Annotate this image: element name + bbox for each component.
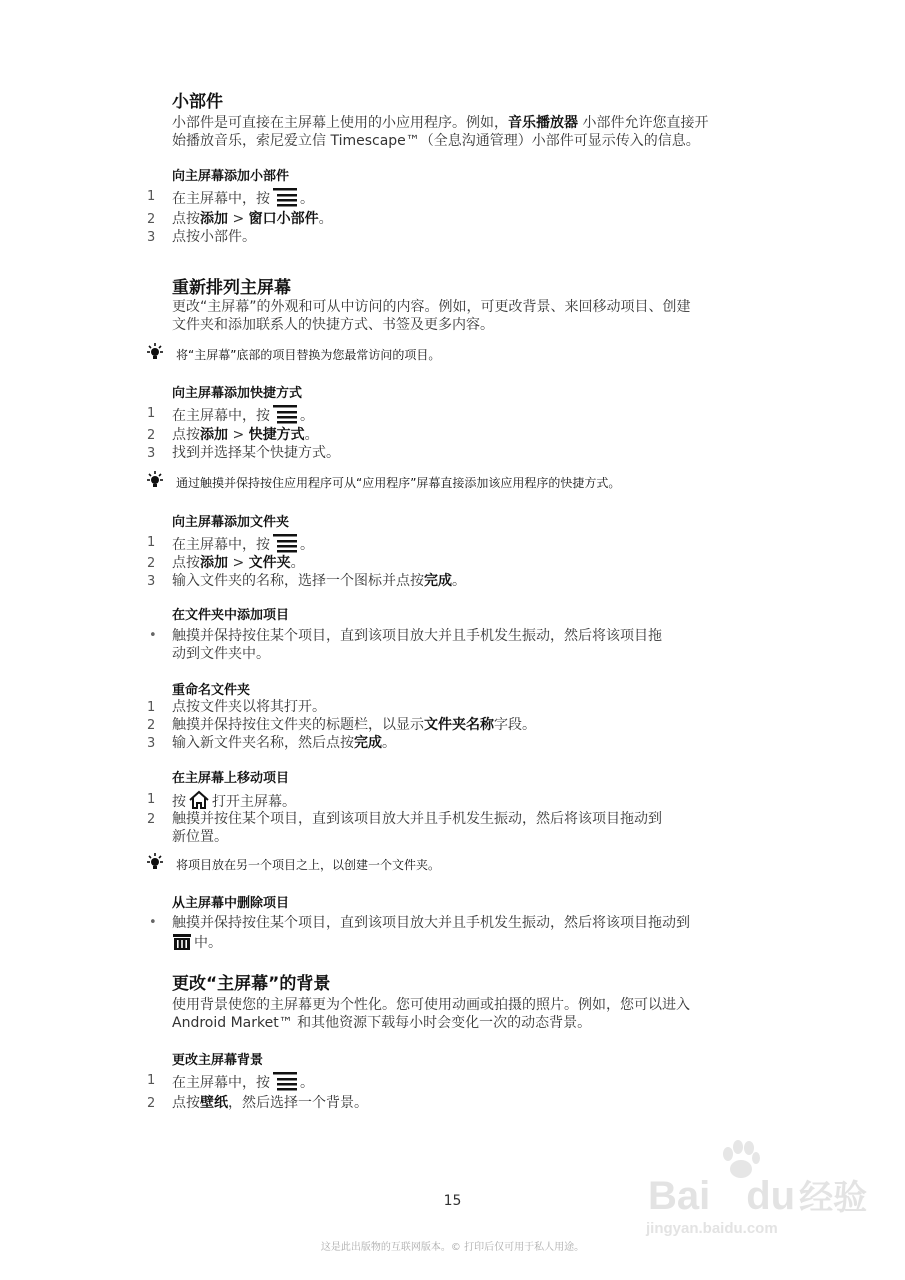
step-text: 按 打开主屏幕。: [172, 790, 296, 811]
step-text: 点按小部件。: [172, 229, 256, 245]
tip-text: 将“主屏幕”底部的项目替换为您最常访问的项目。: [176, 348, 441, 362]
subheading-move-items: 在主屏幕上移动项目: [172, 771, 290, 786]
widgets-paragraph-line2: 始播放音乐，索尼爱立信 Timescape™（全息沟通管理）小部件可显示传入的信息。: [172, 133, 700, 149]
step-number: 3: [147, 446, 156, 461]
step-text: 触摸并保持按住文件夹的标题栏，以显示文件夹名称字段。: [172, 717, 536, 733]
watermark: [640, 1140, 895, 1240]
step-number: 2: [147, 1096, 156, 1111]
bullet-text-line2: 动到文件夹中。: [172, 646, 270, 662]
step-number: 2: [147, 556, 156, 571]
subheading-add-shortcut: 向主屏幕添加快捷方式: [172, 386, 303, 401]
menu-icon: [272, 187, 298, 207]
step-text: 点按添加 > 文件夹。: [172, 555, 305, 571]
step-text: 输入新文件夹名称，然后点按完成。: [172, 735, 396, 751]
step-number: 3: [147, 574, 156, 589]
step-number: 2: [147, 718, 156, 733]
watermark-brand2: du: [746, 1174, 796, 1218]
rearrange-paragraph-line2: 文件夹和添加联系人的快捷方式、书签及更多内容。: [172, 317, 494, 333]
footer-copyright: 这是此出版物的互联网版本。© 打印后仅可用于私人用途。: [320, 1242, 585, 1253]
trash-icon: [172, 933, 192, 951]
background-paragraph-line2: Android Market™ 和其他资源下载每小时会变化一次的动态背景。: [172, 1015, 592, 1031]
step-text: 找到并选择某个快捷方式。: [172, 445, 340, 461]
section-title-background: 更改“主屏幕”的背景: [172, 974, 331, 994]
subheading-add-widget: 向主屏幕添加小部件: [172, 169, 290, 184]
step-number: 3: [147, 230, 156, 245]
bullet-text-line2: 中。: [172, 933, 222, 952]
subheading-delete-item: 从主屏幕中删除项目: [172, 896, 290, 911]
watermark-site: jingyan.baidu.com: [646, 1220, 778, 1237]
step-number: 1: [147, 792, 156, 807]
step-number: 1: [147, 189, 156, 204]
subheading-add-to-folder: 在文件夹中添加项目: [172, 608, 290, 623]
step-text: 点按添加 > 快捷方式。: [172, 427, 319, 443]
rearrange-paragraph-line1: 更改“主屏幕”的外观和可从中访问的内容。例如，可更改背景、来回移动项目、创建: [172, 299, 691, 315]
menu-icon: [272, 533, 298, 553]
home-icon: [188, 790, 210, 810]
step-text: 在主屏幕中，按 。: [172, 1071, 314, 1092]
step-number: 2: [147, 428, 156, 443]
section-title-widgets: 小部件: [172, 92, 223, 112]
lightbulb-icon: [145, 470, 165, 490]
step-text: 点按添加 > 窗口小部件。: [172, 211, 333, 227]
bullet: •: [149, 628, 157, 643]
menu-icon: [272, 404, 298, 424]
step-number: 1: [147, 535, 156, 550]
step-text: 点按壁纸，然后选择一个背景。: [172, 1095, 368, 1111]
subheading-add-folder: 向主屏幕添加文件夹: [172, 515, 290, 530]
lightbulb-icon: [145, 342, 165, 362]
watermark-brand: Bai: [648, 1174, 711, 1218]
step-text: 点按文件夹以将其打开。: [172, 699, 326, 715]
step-text-line2: 新位置。: [172, 829, 228, 845]
subheading-rename-folder: 重命名文件夹: [172, 683, 251, 698]
step-text: 在主屏幕中，按 。: [172, 404, 314, 425]
subheading-change-background: 更改主屏幕背景: [172, 1053, 264, 1068]
step-number: 2: [147, 212, 156, 227]
step-number: 1: [147, 406, 156, 421]
step-text: 在主屏幕中，按 。: [172, 187, 314, 208]
lightbulb-icon: [145, 852, 165, 872]
step-number: 3: [147, 736, 156, 751]
step-text-line1: 触摸并按住某个项目，直到该项目放大并且手机发生振动，然后将该项目拖动到: [172, 811, 662, 827]
tip-text: 将项目放在另一个项目之上，以创建一个文件夹。: [176, 858, 441, 872]
step-number: 2: [147, 812, 156, 827]
tip-text: 通过触摸并保持按住应用程序可从“应用程序”屏幕直接添加该应用程序的快捷方式。: [176, 476, 621, 490]
bullet-text-line1: 触摸并保持按住某个项目，直到该项目放大并且手机发生振动，然后将该项目拖动到: [172, 915, 690, 931]
background-paragraph-line1: 使用背景使您的主屏幕更为个性化。您可使用动画或拍摄的照片。例如，您可以进入: [172, 997, 690, 1013]
step-text: 在主屏幕中，按 。: [172, 533, 314, 554]
menu-icon: [272, 1071, 298, 1091]
bullet: •: [149, 915, 157, 930]
page-number: 15: [443, 1193, 462, 1209]
step-text: 输入文件夹的名称，选择一个图标并点按完成。: [172, 573, 466, 589]
bullet-text-line1: 触摸并保持按住某个项目，直到该项目放大并且手机发生振动，然后将该项目拖: [172, 628, 662, 644]
step-number: 1: [147, 700, 156, 715]
widgets-paragraph-line1: 小部件是可直接在主屏幕上使用的小应用程序。例如，音乐播放器 小部件允许您直接开: [172, 115, 709, 131]
watermark-brand-cn: 经验: [799, 1179, 868, 1217]
section-title-rearrange: 重新排列主屏幕: [172, 278, 291, 298]
step-number: 1: [147, 1073, 156, 1088]
